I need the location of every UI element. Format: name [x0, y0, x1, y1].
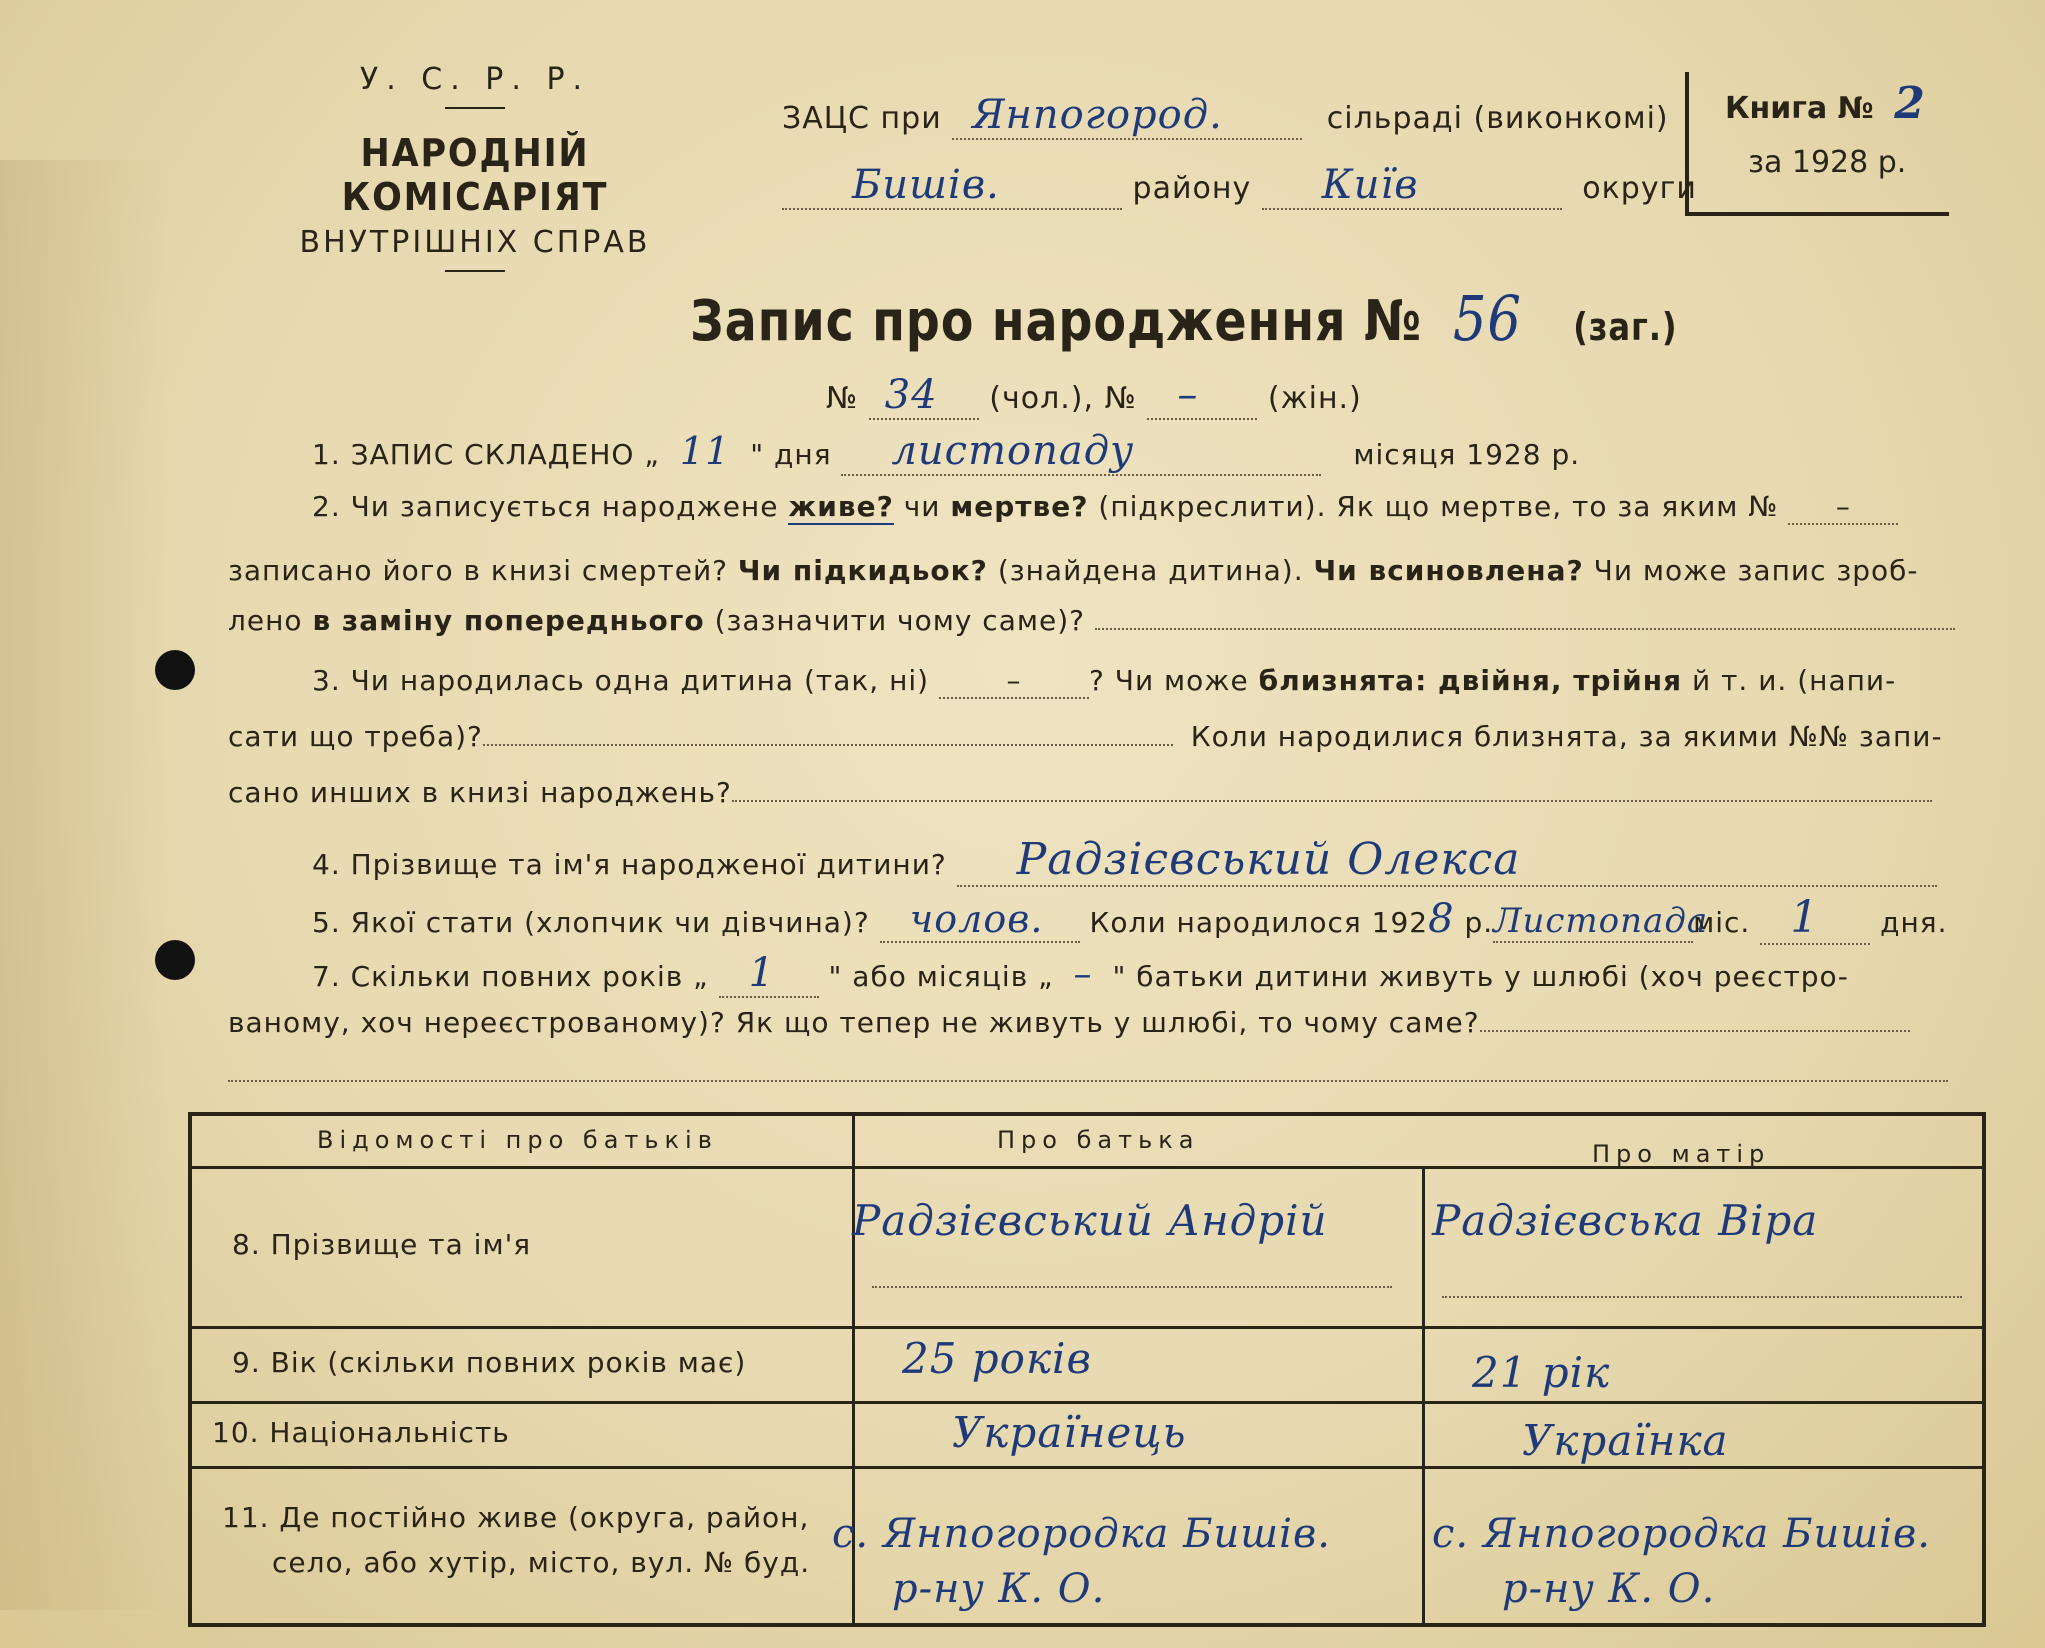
- divider: [445, 107, 505, 109]
- okrug-value: Київ: [1262, 162, 1562, 210]
- record-number: 56: [1452, 282, 1522, 355]
- item-7-text: ваному, хоч нереєстрованому)? Як що тепер не живуть у шлюбі, то чому саме?: [228, 1006, 1480, 1039]
- item-2-text: (зазначити чому саме)?: [714, 604, 1085, 637]
- birth-month: Листопада: [1493, 901, 1709, 941]
- item-3-text: Коли народилися близнята, за якими №№ запи-: [1190, 720, 1943, 753]
- item-2-text: лено: [228, 604, 303, 637]
- month-suffix: міс.: [1693, 906, 1751, 939]
- live-option: живе?: [788, 490, 894, 523]
- punch-hole: [155, 940, 195, 980]
- mother-address: с. Янпогородка Бишів.: [1432, 1511, 1931, 1557]
- row-divider: [192, 1401, 1982, 1404]
- district-label: району: [1132, 171, 1252, 206]
- father-age: 25 років: [902, 1334, 1092, 1383]
- blank-field: [732, 800, 1932, 802]
- item-7-text: 7. Скільки повних років „: [312, 960, 709, 993]
- header-parents-info: Відомості про батьків: [317, 1126, 718, 1154]
- blank-field: [1480, 1030, 1910, 1032]
- header-father: Про батька: [997, 1126, 1200, 1154]
- item-1: [312, 428, 1580, 476]
- ussr-label: У. С. Р. Р.: [359, 62, 591, 97]
- row-label: 10. Національність: [212, 1416, 510, 1449]
- header-left: [240, 62, 710, 282]
- book-year: за 1928 р.: [1748, 145, 1907, 180]
- document-title: [690, 282, 1678, 355]
- item-3-line-2: [228, 720, 1943, 753]
- single-child-value: –: [939, 664, 1089, 699]
- mother-address-2: р-ну К. О.: [1502, 1566, 1716, 1612]
- item-1-text: " дня: [750, 438, 832, 471]
- female-suffix: (жін.): [1267, 381, 1362, 416]
- twins-label: близнята: двійня, трійня: [1258, 664, 1683, 697]
- item-2-line-3: [228, 604, 1955, 637]
- item-2-text: записано його в книзі смертей?: [228, 554, 729, 587]
- father-address: с. Янпогородка Бишів.: [832, 1511, 1331, 1557]
- child-name-label: 4. Прізвище та ім'я народженої дитини?: [312, 848, 947, 881]
- item-2-text: 2. Чи записується народжене: [312, 490, 779, 523]
- item-7-line-2: [228, 1006, 1910, 1039]
- male-number: 34: [869, 372, 979, 420]
- item-7-text: " або місяців „: [828, 960, 1054, 993]
- blank-line: [1442, 1296, 1962, 1298]
- item-3-line-1: [312, 664, 1896, 699]
- adopted-label: Чи всиновлена?: [1313, 554, 1584, 587]
- foundling-label: Чи підкидьок?: [737, 554, 988, 587]
- replacement-label: в заміну попереднього: [312, 604, 705, 637]
- divider: [445, 270, 505, 272]
- item-4: [312, 834, 1937, 887]
- gender-numbers: [826, 372, 1362, 420]
- day-suffix: дня.: [1880, 906, 1948, 939]
- item-2-line-1: [312, 490, 1898, 525]
- item-7-line-1: [312, 950, 1849, 998]
- item-2-text: (знайдена дитина).: [997, 554, 1304, 587]
- blank-line: [872, 1286, 1392, 1288]
- father-nationality: Українець: [952, 1408, 1187, 1457]
- book-value: 2: [1894, 78, 1925, 129]
- commissariat-title: НАРОДНІЙ КОМІСАРІЯТ: [341, 131, 609, 219]
- row-label: 8. Прізвище та ім'я: [232, 1228, 532, 1261]
- row-divider: [192, 1466, 1982, 1469]
- item-2-text: Чи може запис зроб-: [1593, 554, 1919, 587]
- birth-date-label: Коли народилося 192: [1089, 906, 1429, 939]
- item-3-text: сано инших в книзі народжень?: [228, 776, 732, 809]
- item-3-text: сати що треба)?: [228, 720, 483, 753]
- district-value: Бишів.: [782, 162, 1122, 210]
- dead-option: мертве?: [950, 490, 1089, 523]
- item-2-line-2: [228, 554, 1919, 587]
- item-3-text: й т. и. (напи-: [1692, 664, 1897, 697]
- blank-line: [228, 1080, 1948, 1082]
- punch-hole: [155, 650, 195, 690]
- mother-age: 21 рік: [1472, 1348, 1611, 1397]
- item-5: [312, 892, 1948, 945]
- item-3-line-3: [228, 776, 1932, 809]
- title-text: Запис про народження №: [690, 289, 1422, 354]
- row-label: 9. Вік (скільки повних років має): [232, 1346, 747, 1379]
- birth-day: 1: [1760, 892, 1870, 945]
- birth-year: 8: [1428, 896, 1455, 942]
- row-label: село, або хутір, місто, вул. № буд.: [272, 1546, 811, 1579]
- header-mother: Про матір: [1592, 1140, 1771, 1168]
- record-day: 11: [679, 429, 731, 473]
- blank-field: [1095, 628, 1955, 630]
- zacs-value: Янпогород.: [952, 92, 1302, 140]
- male-suffix: (чол.), №: [989, 381, 1137, 416]
- department-title: ВНУТРІШНІХ СПРАВ: [299, 225, 651, 260]
- item-7-text: " батьки дитини живуть у шлюбі (хоч реєстро-: [1112, 960, 1849, 993]
- item-3-text: ? Чи може: [1089, 664, 1249, 697]
- father-name: Радзієвський Андрій: [852, 1196, 1328, 1245]
- child-name-value: Радзієвський Олекса: [957, 834, 1937, 887]
- sex-label: 5. Якої стати (хлопчик чи дівчина)?: [312, 906, 870, 939]
- parents-table: [188, 1112, 1986, 1627]
- item-2-text: чи: [903, 490, 941, 523]
- column-divider: [1422, 1166, 1425, 1623]
- marriage-months: –: [1073, 954, 1093, 995]
- row-divider: [192, 1326, 1982, 1329]
- title-suffix: (заг.): [1573, 305, 1678, 349]
- male-label: №: [826, 381, 859, 416]
- sex-value: чолов.: [880, 897, 1080, 943]
- zacs-line: [782, 92, 1669, 140]
- item-1-text: 1. ЗАПИС СКЛАДЕНО „: [312, 438, 660, 471]
- mother-name: Радзієвська Віра: [1432, 1196, 1819, 1245]
- book-label: Книга №: [1725, 91, 1874, 126]
- marriage-years: 1: [719, 950, 819, 998]
- death-record-number: –: [1788, 490, 1898, 525]
- okrug-label: округи: [1582, 171, 1697, 206]
- year-suffix: р.: [1464, 906, 1494, 939]
- zacs-label: ЗАЦС при: [782, 101, 942, 136]
- district-line: [782, 162, 1697, 210]
- record-month: листопаду: [841, 428, 1321, 476]
- silradi-label: сільраді (виконкомі): [1326, 101, 1669, 136]
- item-1-text: місяця 1928 р.: [1353, 438, 1581, 471]
- torn-edge: [0, 160, 170, 1610]
- mother-nationality: Українка: [1522, 1416, 1729, 1465]
- female-number: –: [1147, 372, 1257, 420]
- row-label: 11. Де постійно живе (округа, район,: [222, 1501, 810, 1534]
- item-3-text: 3. Чи народилась одна дитина (так, ні): [312, 664, 930, 697]
- father-address-2: р-ну К. О.: [892, 1566, 1106, 1612]
- blank-field: [483, 744, 1173, 746]
- book-line: [1725, 78, 1925, 129]
- item-2-text: (підкреслити). Як що мертве, то за яким №: [1098, 490, 1779, 523]
